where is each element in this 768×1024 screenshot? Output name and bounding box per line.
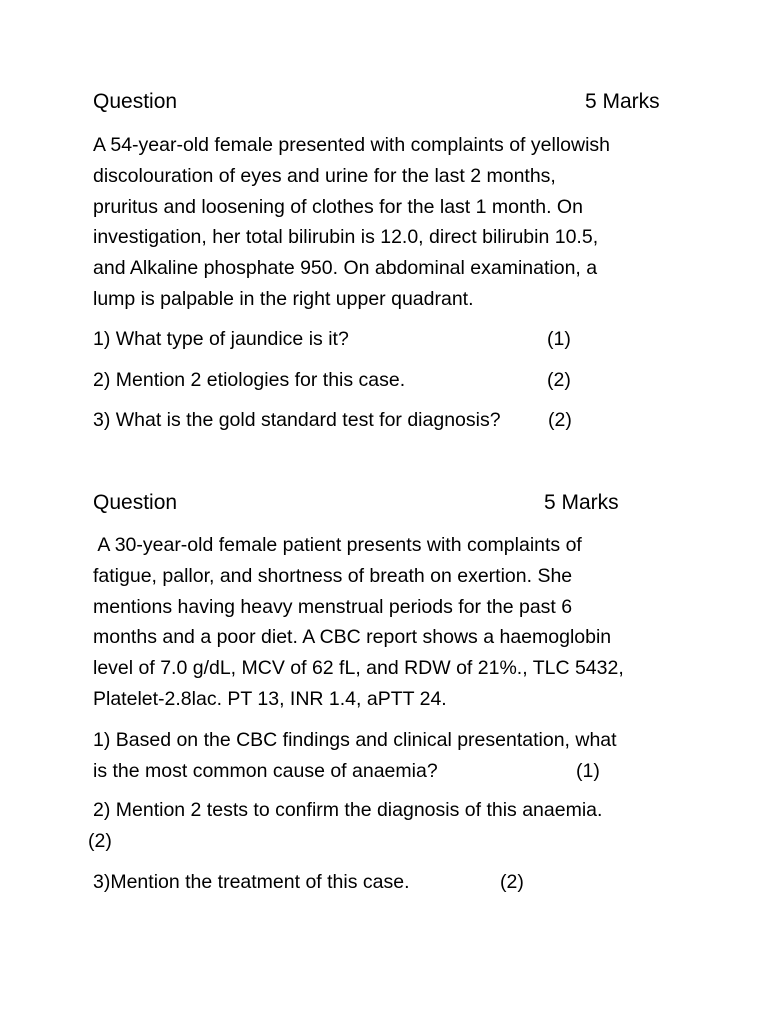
question-1-sub-3-score: (2) <box>548 409 572 431</box>
question-1-marks: 5 Marks <box>585 90 660 113</box>
question-1-sub-1: 1) What type of jaundice is it? <box>93 328 349 350</box>
stem-line: pruritus and loosening of clothes for the last 1 month. On <box>93 195 583 218</box>
question-1-sub-1-score: (1) <box>547 328 571 350</box>
question-2-title: Question <box>93 491 178 514</box>
question-2-sub-1-score: (1) <box>576 760 600 782</box>
stem-line: level of 7.0 g/dL, MCV of 62 fL, and RDW of 21%., TLC 5432, <box>93 657 624 680</box>
question-2-sub-3: 3)Mention the treatment of this case. <box>93 871 410 893</box>
question-1-sub-2: 2) Mention 2 etiologies for this case. <box>93 369 406 391</box>
question-1-stem <box>93 130 610 315</box>
question-2-marks: 5 Marks <box>544 491 619 514</box>
stem-line: discolouration of eyes and urine for the last 2 months, <box>93 164 556 187</box>
stem-line: A 54-year-old female presented with complaints of yellowish <box>93 134 611 156</box>
stem-line: mentions having heavy menstrual periods for the past 6 <box>93 595 573 618</box>
question-2-sub-2: 2) Mention 2 tests to confirm the diagnosis of this anaemia. <box>93 799 603 821</box>
question-1-sub-3: 3) What is the gold standard test for diagnosis? <box>93 409 501 431</box>
question-1-sub-2-score: (2) <box>547 369 571 391</box>
question-2-sub-3-score: (2) <box>500 871 524 893</box>
stem-line: investigation, her total bilirubin is 12.0, direct bilirubin 10.5, <box>93 226 599 249</box>
question-2-stem <box>93 530 624 715</box>
stem-line: fatigue, pallor, and shortness of breath on exertion. She <box>93 564 573 587</box>
question-2-sub-1-line-1: 1) Based on the CBC findings and clinical presentation, what <box>93 729 617 751</box>
stem-line: months and a poor diet. A CBC report shows a haemoglobin <box>93 626 612 649</box>
stem-line: A 30-year-old female patient presents with complaints of <box>93 534 582 556</box>
stem-line: Platelet-2.8lac. PT 13, INR 1.4, aPTT 24. <box>93 687 447 710</box>
stem-line: and Alkaline phosphate 950. On abdominal examination, a <box>93 257 598 280</box>
question-2-sub-1-line-2: is the most common cause of anaemia? <box>93 760 438 782</box>
question-2-sub-2-score: (2) <box>88 830 112 852</box>
stem-line: lump is palpable in the right upper quadrant. <box>93 287 474 310</box>
question-1-title: Question <box>93 90 178 113</box>
